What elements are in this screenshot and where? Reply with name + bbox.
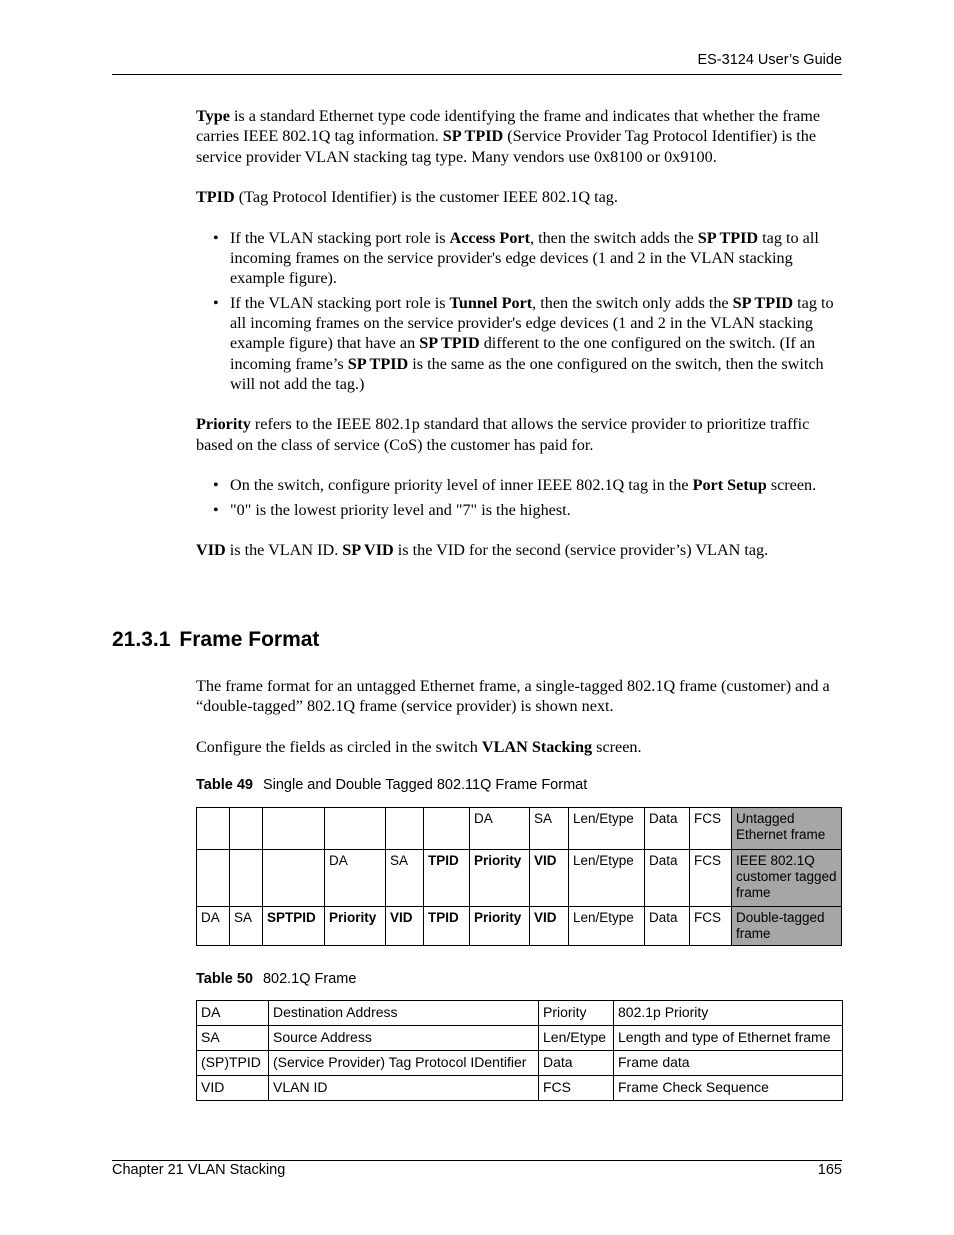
- paragraph-tpid: [196, 187, 844, 207]
- text: screen.: [766, 476, 817, 495]
- table-50-caption: [196, 971, 356, 987]
- text: (Service Provider Tag Protocol Identifier) is the service provider VLAN stacking tag type. Many vendors use 0x8100 or 0x9100.: [196, 127, 817, 166]
- table-cell: VID: [386, 907, 424, 946]
- table-cell: Priority: [325, 907, 386, 946]
- table-cell: VID: [530, 850, 569, 907]
- frame-format-table: [196, 807, 842, 946]
- table-cell: [230, 808, 263, 850]
- table-cell: FCS: [539, 1076, 614, 1101]
- table-49-caption: [196, 777, 587, 793]
- table-cell: Priority: [470, 850, 530, 907]
- text: refers to the IEEE 802.1p standard that allows the service provider to prioritize traffic based on the class of service (CoS) the customer has paid for.: [196, 415, 810, 454]
- table-cell: VID: [197, 1076, 269, 1101]
- text: is the VLAN ID.: [225, 541, 343, 560]
- text: different to the one configured on the switch. (If an incoming frame’s: [230, 334, 816, 373]
- text: Configure the fields as circled in the switch: [196, 737, 482, 756]
- paragraph-configure: [196, 737, 844, 757]
- term-priority: Priority: [196, 415, 251, 434]
- table-cell: SA: [230, 907, 263, 946]
- term-type: Type: [196, 107, 230, 125]
- term-sp-tpid: SP TPID: [697, 228, 759, 247]
- table-cell: [230, 850, 263, 907]
- table-cell: Frame Check Sequence: [614, 1076, 843, 1101]
- text: is a standard Ethernet type code identifying the frame and indicates that whether the frame carries IEEE 802.1Q tag information.: [196, 107, 821, 146]
- table-cell: DA: [197, 1001, 269, 1026]
- text: , then the switch adds the: [530, 228, 698, 247]
- table-cell: SA: [530, 808, 569, 850]
- table-cell: Data: [645, 850, 690, 907]
- table-cell: [325, 808, 386, 850]
- dot1q-frame-table: [196, 1000, 843, 1101]
- frame-type-label: IEEE 802.1Q customer tagged frame: [732, 850, 842, 907]
- table-cell: Data: [645, 808, 690, 850]
- table-cell: [263, 850, 325, 907]
- footer-rule: [112, 1160, 842, 1161]
- page-number: 165: [817, 1162, 842, 1178]
- table-cell: [424, 808, 470, 850]
- paragraph-vid: [196, 540, 844, 560]
- table-cell: [263, 808, 325, 850]
- priority-bullet-list: [196, 475, 844, 520]
- table-row: [197, 808, 842, 850]
- table-row: [197, 1026, 843, 1051]
- text: is the VID for the second (service provider’s) VLAN tag.: [393, 541, 769, 560]
- table-cell: DA: [325, 850, 386, 907]
- tpid-bullet-list: [196, 228, 844, 394]
- bullet-priority-levels: [196, 500, 844, 520]
- table-cell: Length and type of Ethernet frame: [614, 1026, 843, 1051]
- bullet-access-port: [196, 228, 844, 289]
- table-cell: DA: [197, 907, 230, 946]
- table-row: [197, 907, 842, 946]
- table-cell: [197, 808, 230, 850]
- table-row: [197, 850, 842, 907]
- table-cell: FCS: [690, 808, 732, 850]
- footer-chapter: Chapter 21 VLAN Stacking: [112, 1162, 286, 1178]
- section-title: Frame Format: [179, 628, 320, 651]
- table-cell: Data: [645, 907, 690, 946]
- term-sp-vid: SP VID: [342, 541, 394, 560]
- caption-text: 802.1Q Frame: [262, 971, 357, 987]
- table-cell: SA: [197, 1026, 269, 1051]
- paragraph-type: [196, 106, 844, 167]
- term-vid: VID: [196, 541, 226, 560]
- text: screen.: [592, 737, 642, 756]
- table-row: [197, 1051, 843, 1076]
- table-cell: TPID: [424, 850, 470, 907]
- bullet-tunnel-port: [196, 293, 844, 394]
- table-cell: DA: [470, 808, 530, 850]
- table-cell: (Service Provider) Tag Protocol IDentifier: [269, 1051, 539, 1076]
- text: is the same as the one configured on the switch, then the switch will not add the tag.): [230, 354, 824, 393]
- table-cell: VLAN ID: [269, 1076, 539, 1101]
- section-heading: [112, 628, 319, 652]
- term-sp-tpid: SP TPID: [732, 293, 794, 312]
- table-row: [197, 1001, 843, 1026]
- caption-label: Table 50: [196, 971, 253, 987]
- text: tag to all incoming frames on the service provider's edge devices (1 and 2 in the VLAN stacking example figure).: [230, 228, 819, 288]
- table-cell: Len/Etype: [569, 850, 645, 907]
- text: , then the switch only adds the: [532, 293, 733, 312]
- frame-type-label: Double-tagged frame: [732, 907, 842, 946]
- table-cell: 802.1p Priority: [614, 1001, 843, 1026]
- table-cell: SPTPID: [263, 907, 325, 946]
- paragraph-priority: [196, 414, 844, 455]
- text: If the VLAN stacking port role is: [230, 293, 450, 312]
- term-access-port: Access Port: [449, 228, 530, 247]
- table-cell: [197, 850, 230, 907]
- text: tag to all incoming frames on the service provider's edge devices (1 and 2 in the VLAN stacking example figure) that have an: [230, 293, 834, 353]
- table-cell: [386, 808, 424, 850]
- table-row: [197, 1076, 843, 1101]
- term-sp-tpid: SP TPID: [442, 127, 504, 146]
- table-cell: (SP)TPID: [197, 1051, 269, 1076]
- term-sp-tpid: SP TPID: [419, 334, 480, 353]
- table-cell: TPID: [424, 907, 470, 946]
- table-cell: Priority: [470, 907, 530, 946]
- paragraph-frame-format: The frame format for an untagged Ethernet frame, a single-tagged 802.1Q frame (customer) and a “double-tagged” 802.1Q frame (service provider) is shown next.: [196, 677, 830, 716]
- table-cell: Frame data: [614, 1051, 843, 1076]
- term-tunnel-port: Tunnel Port: [449, 293, 533, 312]
- section-number: 21.3.1: [112, 628, 171, 651]
- term-vlan-stacking: VLAN Stacking: [481, 737, 593, 756]
- table-cell: FCS: [690, 850, 732, 907]
- frame-type-label: Untagged Ethernet frame: [732, 808, 842, 850]
- text: On the switch, configure priority level of inner IEEE 802.1Q tag in the: [230, 476, 693, 495]
- text: "0" is the lowest priority level and "7" is the highest.: [230, 500, 571, 519]
- table-cell: Data: [539, 1051, 614, 1076]
- table-cell: Len/Etype: [539, 1026, 614, 1051]
- table-cell: Source Address: [269, 1026, 539, 1051]
- table-cell: Destination Address: [269, 1001, 539, 1026]
- text: (Tag Protocol Identifier) is the customer IEEE 802.1Q tag.: [234, 188, 618, 207]
- header-rule: [112, 74, 842, 75]
- intro-body: [196, 106, 844, 581]
- term-port-setup: Port Setup: [692, 476, 767, 495]
- bullet-port-setup: [196, 475, 844, 495]
- table-cell: VID: [530, 907, 569, 946]
- term-sp-tpid: SP TPID: [347, 354, 409, 373]
- section-body: [196, 676, 844, 777]
- table-cell: FCS: [690, 907, 732, 946]
- caption-label: Table 49: [196, 777, 253, 793]
- table-cell: Len/Etype: [569, 907, 645, 946]
- table-cell: SA: [386, 850, 424, 907]
- table-cell: Priority: [539, 1001, 614, 1026]
- text: If the VLAN stacking port role is: [230, 228, 450, 247]
- running-header-title: ES-3124 User’s Guide: [697, 52, 842, 68]
- term-tpid: TPID: [196, 188, 235, 207]
- table-cell: Len/Etype: [569, 808, 645, 850]
- caption-text: Single and Double Tagged 802.11Q Frame Format: [262, 777, 588, 793]
